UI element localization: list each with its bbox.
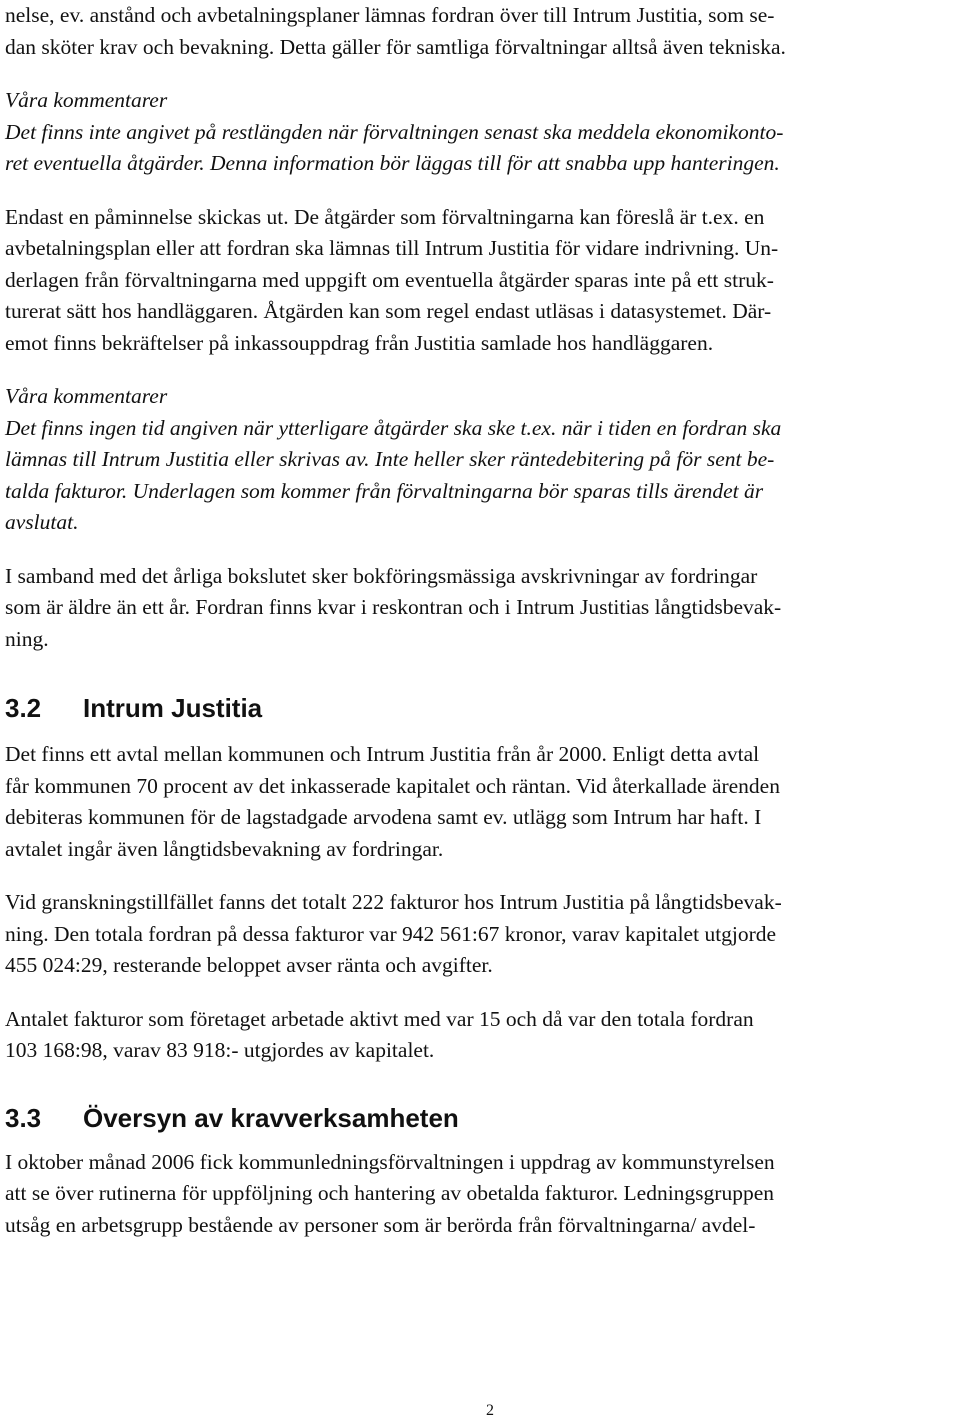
- page-number: 2: [486, 1402, 494, 1419]
- text-line: debiteras kommunen för de lagstadgade arvodena samt ev. utlägg som Intrum har haft. I: [5, 805, 762, 829]
- text-line: 103 168:98, varav 83 918:- utgjordes av kapitalet.: [5, 1038, 435, 1062]
- text-line: Antalet fakturor som företaget arbetade aktivt med var 15 och då var den totala fordran: [5, 1006, 754, 1031]
- comment-block-1: [5, 85, 957, 180]
- text-line: 455 024:29, resterande beloppet avser ränta och avgifter.: [5, 953, 493, 977]
- text-line: avtalet ingår även långtidsbevakning av fordringar.: [5, 836, 444, 861]
- text-line: att se över rutinerna för uppföljning och hantering av obetalda fakturor. Ledningsgruppen: [5, 1181, 774, 1205]
- active-invoices-paragraph: [5, 1004, 957, 1067]
- text-line: derlagen från förvaltningarna med uppgift om eventuella åtgärder sparas inte på ett struk-: [5, 267, 774, 292]
- comment-block-2: [5, 381, 957, 539]
- section-number: 3.2: [5, 693, 42, 723]
- comment-heading: Våra kommentarer: [5, 384, 168, 408]
- bokslut-paragraph: [5, 561, 957, 656]
- text-line: Det finns ett avtal mellan kommunen och Intrum Justitia från år 2000. Enligt detta avtal: [5, 742, 760, 766]
- text-line: Vid granskningstillfället fanns det totalt 222 fakturor hos Intrum Justitia på långtidsbevak-: [5, 890, 782, 914]
- text-line: ret eventuella åtgärder. Denna information bör läggas till för att snabba upp hanteringen.: [5, 151, 780, 175]
- review-paragraph: [5, 1147, 957, 1242]
- text-line: som är äldre än ett år. Fordran finns kvar i reskontran och i Intrum Justitias långtidsbevak-: [5, 595, 782, 619]
- document-page: [5, 0, 957, 1241]
- section-title: Översyn av kravverksamheten: [83, 1102, 459, 1133]
- text-line: I samband med det årliga bokslutet sker bokföringsmässiga avskrivningar av fordringar: [5, 563, 758, 588]
- text-line: Det finns inte angivet på restlängden när förvaltningen senast ska meddela ekonomikonto-: [5, 119, 784, 144]
- text-line: turerat sätt hos handläggaren. Åtgärden kan som regel endast utläsas i datasystemet. Där-: [5, 299, 772, 323]
- text-line: emot finns bekräftelser på inkassouppdrag från Justitia samlade hos handläggaren.: [5, 330, 714, 355]
- text-line: avslutat.: [5, 510, 79, 534]
- text-line: lämnas till Intrum Justitia eller skrivas av. Inte heller sker räntedebitering på för sent be-: [5, 447, 775, 471]
- section-title: Intrum Justitia: [83, 693, 263, 723]
- text-line: I oktober månad 2006 fick kommunledningsförvaltningen i uppdrag av kommunstyrelsen: [5, 1149, 775, 1174]
- text-line: utsåg en arbetsgrupp bestående av personer som är berörda från förvaltningarna/ avdel-: [5, 1212, 756, 1237]
- text-line: Det finns ingen tid angiven när ytterligare åtgärder ska ske t.ex. när i tiden en fordran ska: [5, 415, 782, 440]
- section-heading-3-3: [5, 1101, 957, 1135]
- text-line: talda fakturor. Underlagen som kommer från förvaltningarna bör sparas tills ärendet är: [5, 478, 764, 503]
- comment-heading: Våra kommentarer: [5, 88, 168, 112]
- section-number: 3.3: [5, 1102, 42, 1133]
- reminder-paragraph: [5, 202, 957, 360]
- text-line: dan sköter krav och bevakning. Detta gäller för samtliga förvaltningar alltså även tekniska.: [5, 34, 786, 59]
- text-line: ning. Den totala fordran på dessa fakturor var 942 561:67 kronor, varav kapitalet utgjorde: [5, 921, 777, 946]
- text-line: nelse, ev. anstånd och avbetalningsplaner lämnas fordran över till Intrum Justitia, som se-: [5, 3, 775, 27]
- text-line: Endast en påminnelse skickas ut. De åtgärder som förvaltningarna kan föreslå är t.ex. en: [5, 204, 765, 229]
- text-line: avbetalningsplan eller att fordran ska lämnas till Intrum Justitia för vidare indrivning. Un-: [5, 236, 779, 260]
- intro-paragraph: [5, 0, 957, 63]
- text-line: får kommunen 70 procent av det inkasserade kapitalet och räntan. Vid återkallade ärenden: [5, 773, 780, 798]
- invoices-paragraph: [5, 887, 957, 982]
- section-heading-3-2: [5, 691, 957, 725]
- agreement-paragraph: [5, 739, 957, 865]
- text-line: ning.: [5, 626, 49, 651]
